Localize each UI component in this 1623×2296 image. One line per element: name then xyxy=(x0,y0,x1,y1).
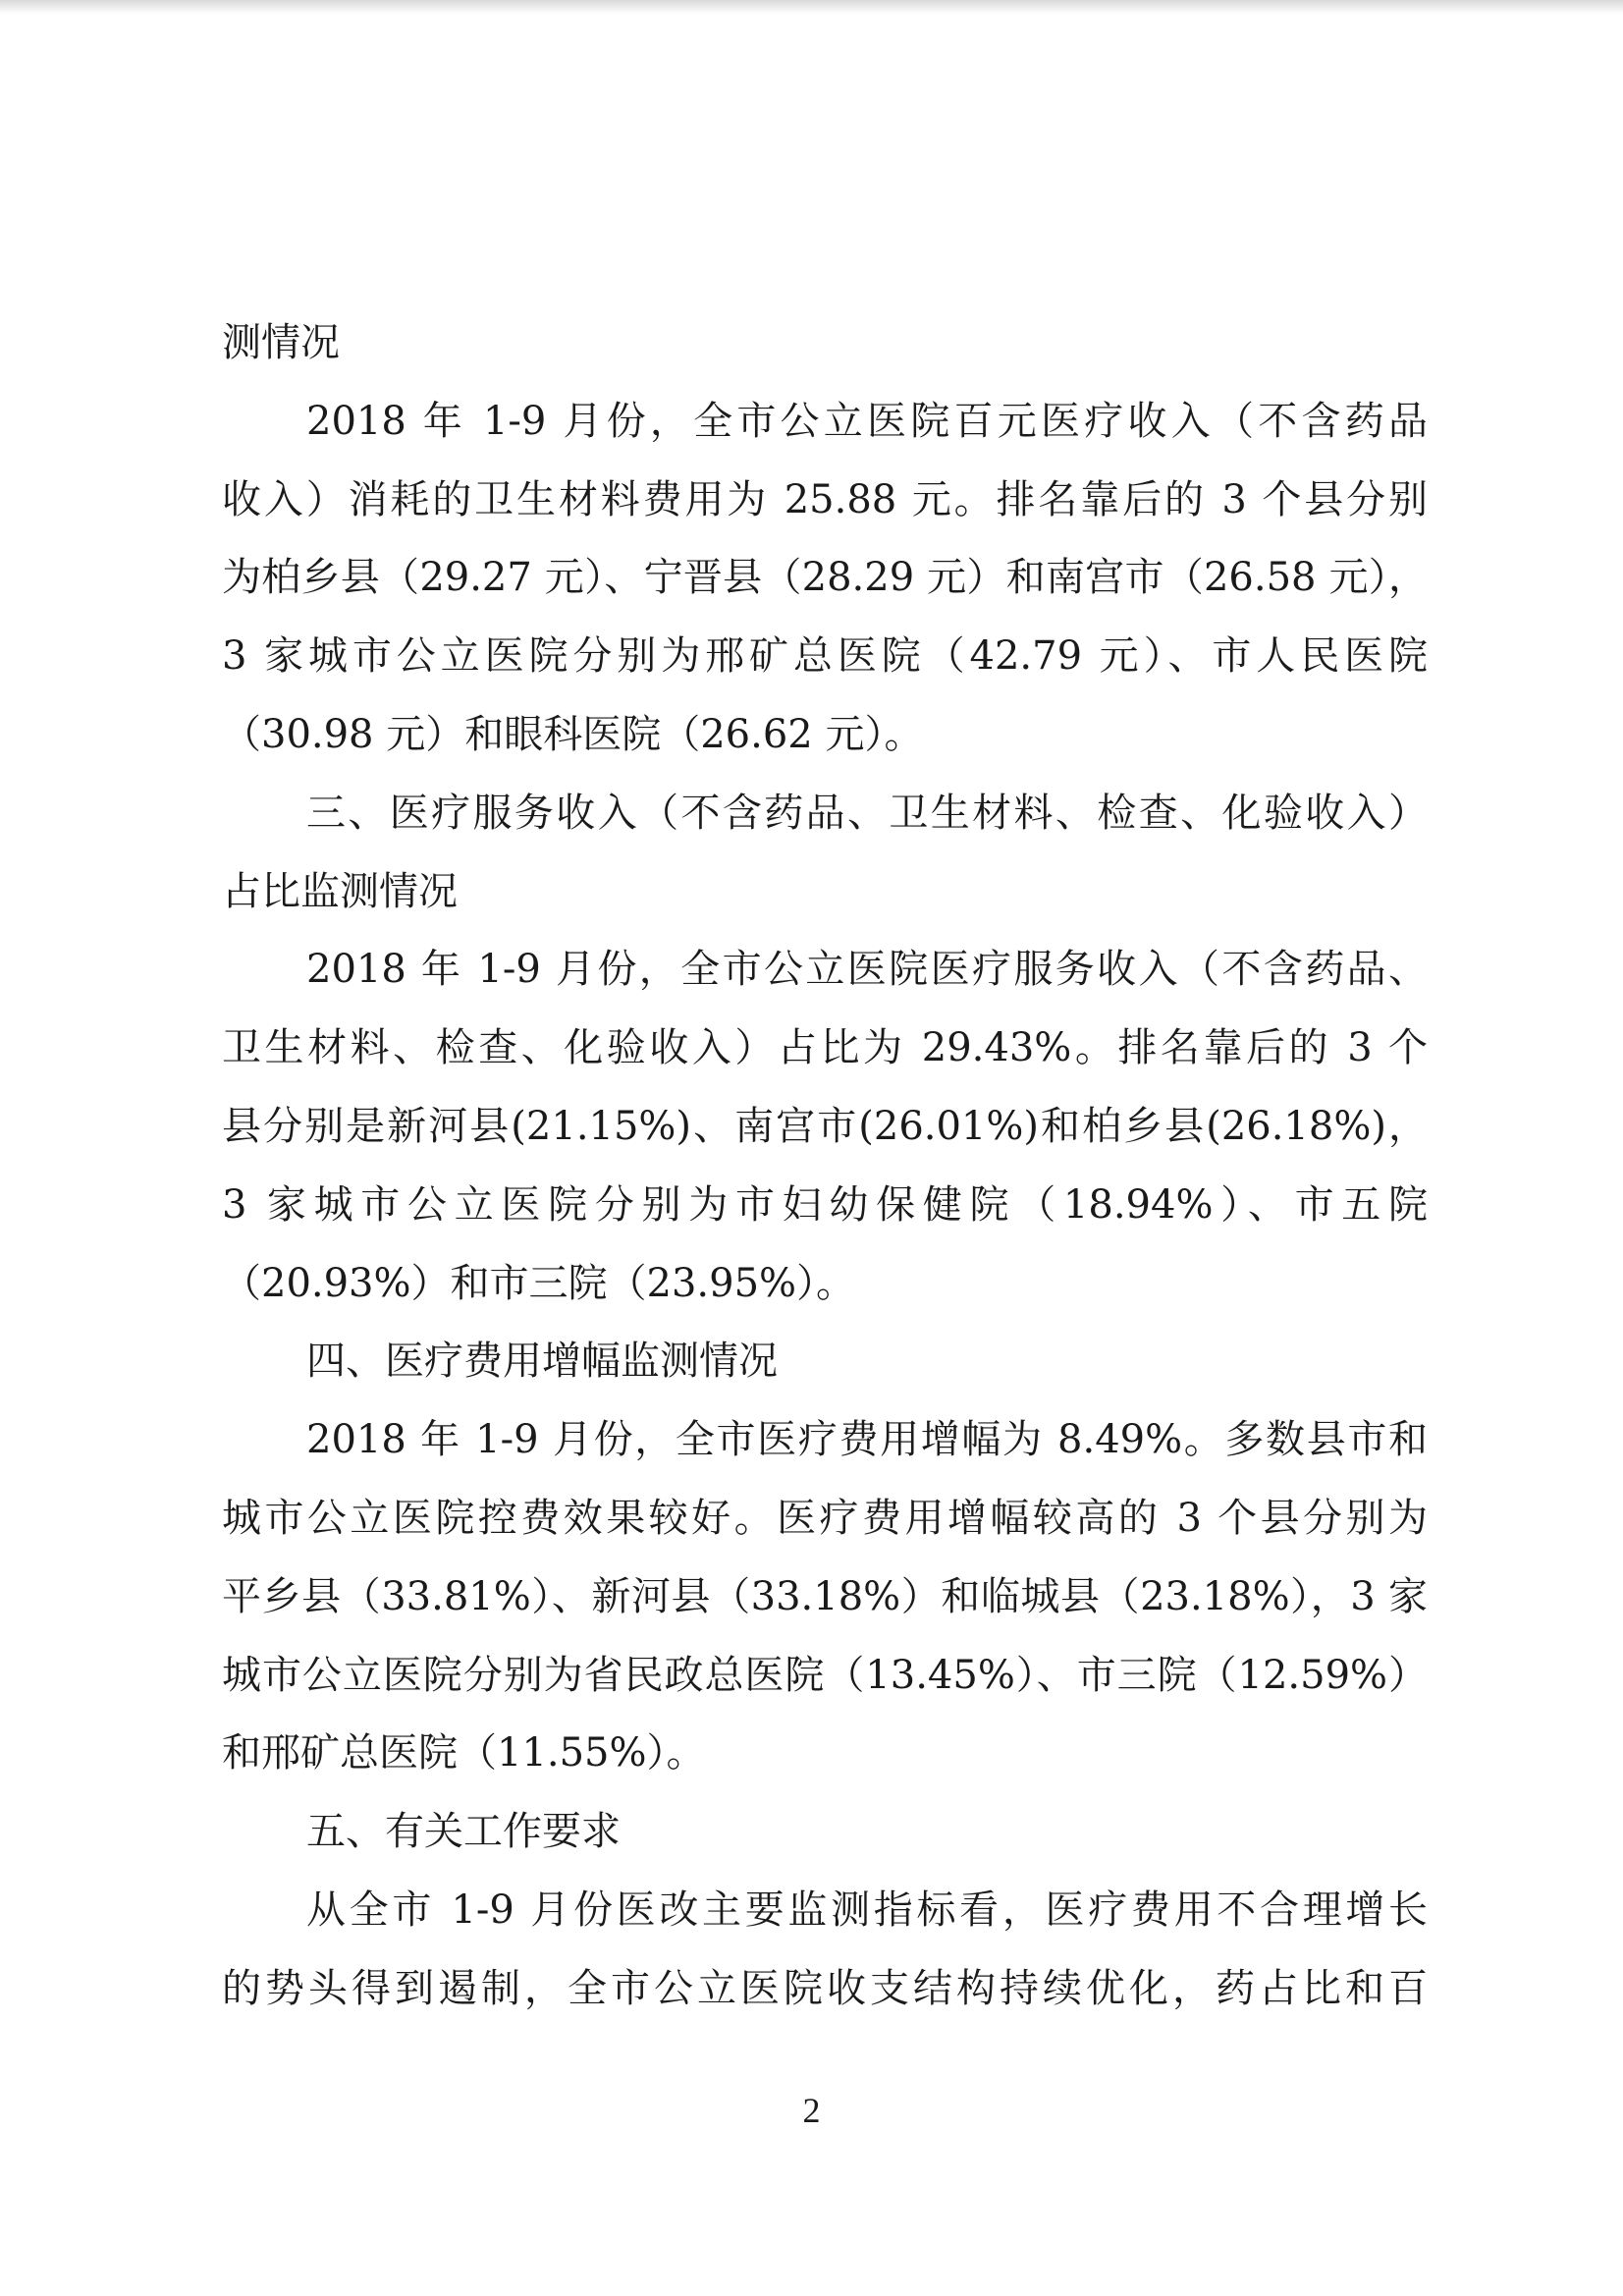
text-line: 2018 年 1-9 月份，全市医疗费用增幅为 8.49%。多数县市和 xyxy=(306,1417,1428,1463)
text-line: 3 家城市公立医院分别为邢矿总医院（42.79 元）、市人民医院 xyxy=(222,633,1428,680)
page-number: 2 xyxy=(802,2091,821,2130)
section-heading: 四、医疗费用增幅监测情况 xyxy=(306,1339,778,1385)
scan-edge xyxy=(0,0,1623,14)
section-heading: 五、有关工作要求 xyxy=(306,1809,621,1855)
text-line: 2018 年 1-9 月份，全市公立医院百元医疗收入（不含药品 xyxy=(306,398,1428,444)
text-line: 测情况 xyxy=(222,320,340,365)
text-line: 的势头得到遏制，全市公立医院收支结构持续优化，药占比和百 xyxy=(222,1965,1428,2011)
text-line: 3 家城市公立医院分别为市妇幼保健院（18.94%）、市五院 xyxy=(222,1181,1428,1228)
text-line: 平乡县（33.81%）、新河县（33.18%）和临城县（23.18%），3 家 xyxy=(222,1573,1428,1619)
text-line: 城市公立医院分别为省民政总医院（13.45%）、市三院（12.59%） xyxy=(222,1652,1428,1698)
text-line: 收入）消耗的卫生材料费用为 25.88 元。排名靠后的 3 个县分别 xyxy=(222,476,1428,522)
text-line: （20.93%）和市三院（23.95%）。 xyxy=(222,1260,856,1306)
text-line: 卫生材料、检查、化验收入）占比为 29.43%。排名靠后的 3 个 xyxy=(222,1025,1428,1071)
document-body xyxy=(222,304,1428,2029)
section-heading: 三、医疗服务收入（不含药品、卫生材料、检查、化验收入） xyxy=(306,790,1428,836)
text-line: 从全市 1-9 月份医改主要监测指标看，医疗费用不合理增长 xyxy=(306,1886,1428,1933)
text-line: 城市公立医院控费效果较好。医疗费用增幅较高的 3 个县分别为 xyxy=(222,1495,1428,1541)
text-line: 和邢矿总医院（11.55%）。 xyxy=(222,1730,706,1777)
section-heading: 占比监测情况 xyxy=(222,868,458,914)
text-line: （30.98 元）和眼科医院（26.62 元）。 xyxy=(222,711,924,757)
text-line: 为柏乡县（29.27 元）、宁晋县（28.29 元）和南宫市（26.58 元）， xyxy=(222,555,1428,601)
text-line: 2018 年 1-9 月份，全市公立医院医疗服务收入（不含药品、 xyxy=(306,947,1428,993)
text-line: 县分别是新河县(21.15%)、南宫市(26.01%)和柏乡县(26.18%)， xyxy=(222,1103,1428,1149)
